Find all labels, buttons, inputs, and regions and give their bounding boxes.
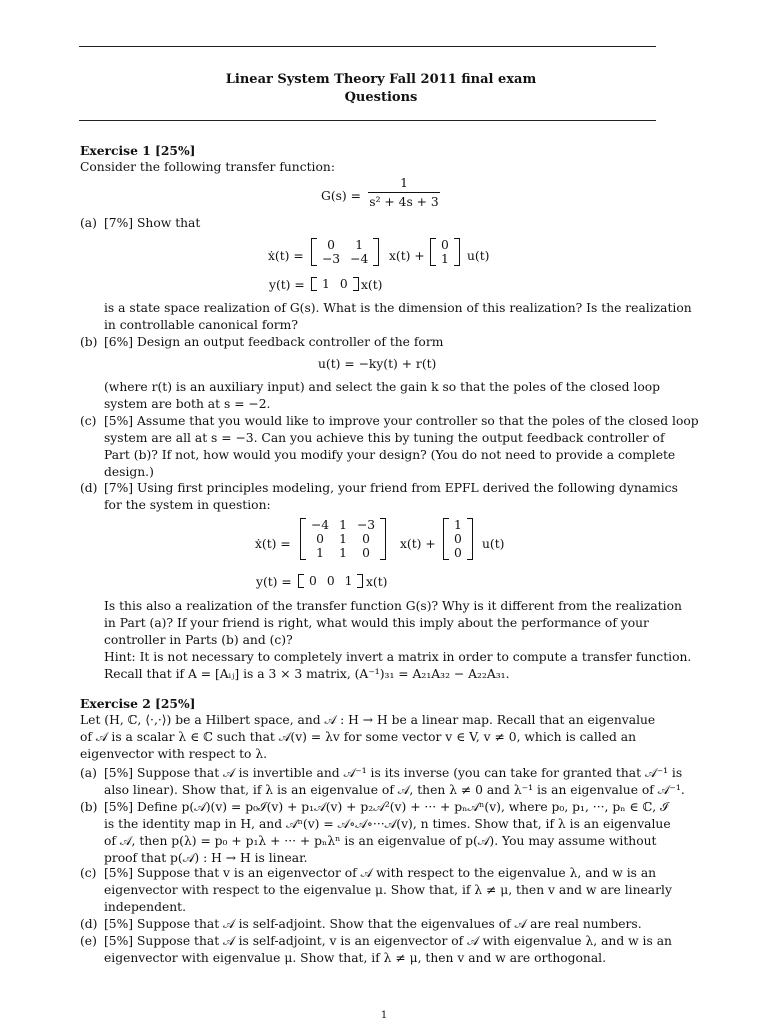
matrix-d-C: 0 0 1 <box>298 574 363 588</box>
ex1-d-hint-2: Recall that if A = [Aᵢⱼ] is a 3 × 3 matrix, (A⁻¹)₃₁ = A₂₁A₃₂ − A₂₂A₃₁. <box>104 667 510 681</box>
ex2-e-1: [5%] Suppose that 𝒜 is self-adjoint, v is an eigenvector of 𝒜 with eigenvalue λ, and w is an <box>104 934 672 948</box>
ex1-d-after-2: in Part (a)? If your friend is right, what would this imply about the performance of your <box>104 616 649 630</box>
fraction-bar <box>368 192 440 193</box>
ex1-d-text-2: for the system in question: <box>104 498 271 512</box>
feedback-law: u(t) = −ky(t) + r(t) <box>318 357 437 371</box>
matrix-d-B: 1 0 0 <box>443 518 473 560</box>
ex1-c-text-2: system are all at s = −3. Can you achieve this by tuning the output feedback controller of <box>104 431 665 445</box>
ex2-a-1: [5%] Suppose that 𝒜 is invertible and 𝒜⁻¹ is its inverse (you can take for granted that 𝒜⁻¹ is <box>104 766 683 780</box>
transfer-function-fraction <box>368 176 440 209</box>
ex2-part-e-label: (e) <box>80 934 97 948</box>
ex1-a-after-2: in controllable canonical form? <box>104 318 298 332</box>
ex1-d-text-1: [7%] Using first principles modeling, your friend from EPFL derived the following dynamics <box>104 481 678 495</box>
ex2-part-b-label: (b) <box>80 800 98 814</box>
matrix-d-A: −4 1 −3 0 1 0 1 1 0 <box>300 518 386 560</box>
ex2-b-3: of 𝒜, then p(λ) = p₀ + p₁λ + ··· + pₙλⁿ is an eigenvalue of p(𝒜). You may assume without <box>104 834 657 848</box>
ex2-b-4: proof that p(𝒜) : H → H is linear. <box>104 851 308 865</box>
title-line-2: Questions <box>344 90 418 105</box>
ex2-intro-2: of 𝒜 is a scalar λ ∈ ℂ such that 𝒜(v) = λv for some vector v ∈ V, v ≠ 0, which is called an <box>80 730 637 744</box>
ex1-d-after-3: controller in Parts (b) and (c)? <box>104 633 293 647</box>
ex1-a-after-1: is a state space realization of G(s). What is the dimension of this realization? Is the realization <box>104 301 692 315</box>
ex1-part-d-label: (d) <box>80 481 98 495</box>
ex2-part-c-label: (c) <box>80 866 97 880</box>
ex2-c-1: [5%] Suppose that v is an eigenvector of 𝒜 with respect to the eigenvalue λ, and w is an <box>104 866 657 880</box>
ex1-part-b-label: (b) <box>80 335 98 349</box>
ex2-a-2: also linear). Show that, if λ is an eigenvalue of 𝒜, then λ ≠ 0 and λ⁻¹ is an eigenvalue of 𝒜⁻¹. <box>104 783 685 797</box>
state-eq-d-u: u(t) <box>482 537 505 551</box>
ex1-c-text-1: [5%] Assume that you would like to improve your controller so that the poles of the closed loop <box>104 414 699 428</box>
transfer-function-lhs: G(s) = <box>321 189 361 203</box>
ex2-intro-1: Let (H, ℂ, ⟨·,·⟩) be a Hilbert space, and 𝒜 : H → H be a linear map. Recall that an eigenvalue <box>80 713 656 727</box>
fraction-numerator: 1 <box>400 176 408 190</box>
matrix-a-C: 1 0 <box>311 277 359 291</box>
ex2-b-2: is the identity map in H, and 𝒜ⁿ(v) = 𝒜∘𝒜∘···𝒜(v), n times. Show that, if λ is an eigenvalue <box>104 817 671 831</box>
ex1-d-after-1: Is this also a realization of the transfer function G(s)? Why is it different from the realization <box>104 599 682 613</box>
ex1-b-text-2: (where r(t) is an auxiliary input) and select the gain k so that the poles of the closed loop <box>104 380 661 394</box>
ex2-d-1: [5%] Suppose that 𝒜 is self-adjoint. Show that the eigenvalues of 𝒜 are real numbers. <box>104 917 642 931</box>
state-eq-d-lhs: ẋ(t) = <box>255 537 291 551</box>
exercise-1-heading: Exercise 1 [25%] <box>80 143 196 158</box>
matrix-a-A: 0 1 −3 −4 <box>311 238 379 266</box>
ex1-part-c-label: (c) <box>80 414 97 428</box>
state-eq-a-u: u(t) <box>467 249 490 263</box>
matrix-a-B: 0 1 <box>430 238 460 266</box>
ex1-part-a-label: (a) <box>80 216 97 230</box>
ex2-b-1: [5%] Define p(𝒜)(v) = p₀ℐ(v) + p₁𝒜(v) + p₂𝒜²(v) + ··· + pₙ𝒜ⁿ(v), where p₀, p₁, ···, pₙ ∈ ℂ, ℐ <box>104 800 669 814</box>
ex1-b-text-3: system are both at s = −2. <box>104 397 271 411</box>
ex2-c-3: independent. <box>104 900 186 914</box>
output-eq-d-lhs: y(t) = <box>256 575 292 589</box>
title-rule <box>79 120 656 121</box>
ex1-b-text-1: [6%] Design an output feedback controller of the form <box>104 335 444 349</box>
exercise-1-intro: Consider the following transfer function: <box>80 160 335 174</box>
exercise-2-heading: Exercise 2 [25%] <box>80 696 196 711</box>
output-eq-a-x: x(t) <box>361 278 383 292</box>
title-line-1: Linear System Theory Fall 2011 final exam <box>225 72 537 87</box>
ex1-d-hint-1: Hint: It is not necessary to completely invert a matrix in order to compute a transfer function. <box>104 650 692 664</box>
ex2-e-2: eigenvector with eigenvalue μ. Show that, if λ ≠ μ, then v and w are orthogonal. <box>104 951 607 965</box>
ex2-c-2: eigenvector with respect to the eigenvalue μ. Show that, if λ ≠ μ, then v and w are linearly <box>104 883 672 897</box>
ex1-c-text-4: design.) <box>104 465 154 479</box>
fraction-denominator: s² + 4s + 3 <box>369 195 439 209</box>
output-eq-a-lhs: y(t) = <box>269 278 305 292</box>
ex1-c-text-3: Part (b)? If not, how would you modify your design? (You do not need to provide a complete <box>104 448 676 462</box>
top-rule <box>79 46 656 47</box>
ex2-intro-3: eigenvector with respect to λ. <box>80 747 268 761</box>
state-eq-a-lhs: ẋ(t) = <box>268 249 304 263</box>
ex2-part-d-label: (d) <box>80 917 98 931</box>
state-eq-d-x-plus: x(t) + <box>400 537 436 551</box>
page-number: 1 <box>380 1010 388 1021</box>
state-eq-a-x-plus: x(t) + <box>389 249 425 263</box>
ex1-part-a-text: [7%] Show that <box>104 216 201 230</box>
output-eq-d-x: x(t) <box>366 575 388 589</box>
ex2-part-a-label: (a) <box>80 766 97 780</box>
